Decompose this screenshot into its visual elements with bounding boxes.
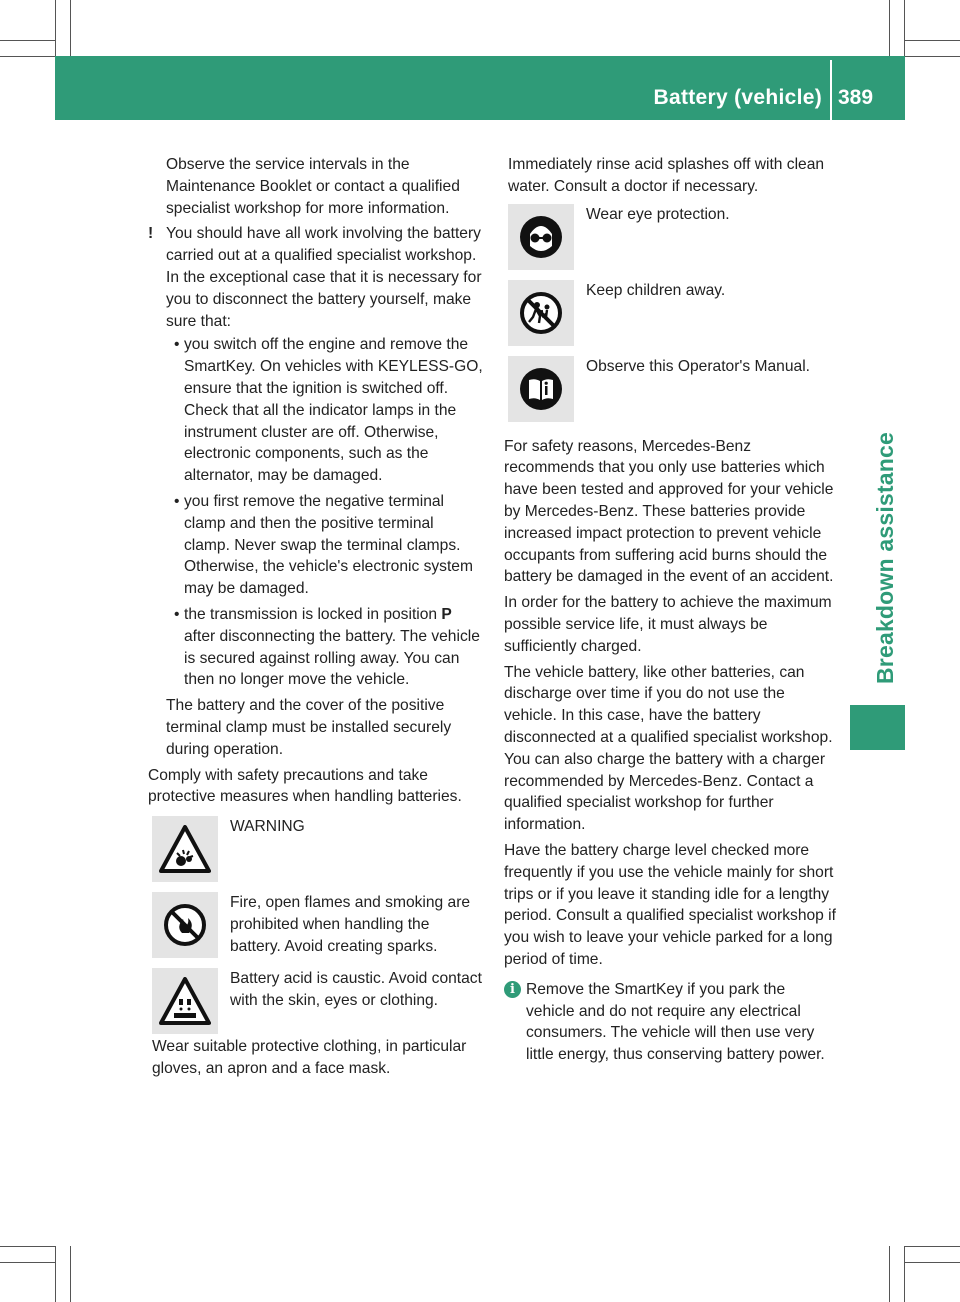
eye-protection-text: Wear eye protection. (586, 205, 730, 223)
notice-text: You should have all work involving the battery carried out at a qualified specialist workshop. In the exceptional case that it is necessary for you to disconnect the battery yourself, make sure that: (166, 225, 482, 330)
list-item (166, 604, 483, 691)
crop-mark (55, 1246, 56, 1302)
info-note (504, 979, 836, 1066)
approved-batteries-text: For safety reasons, Mercedes-Benz recommends that you only use batteries which have been tested and approved for your vehicle by Mercedes-Benz. These batteries provide increased impact protection to prevent vehicle occupants from suffering acid burns should the battery be damaged in the event of an accident. (504, 437, 834, 586)
info-icon: i (504, 981, 521, 998)
crop-mark (889, 0, 890, 56)
bullet-icon: • (174, 492, 180, 510)
chapter-tab (862, 124, 902, 684)
icon-row (152, 892, 483, 958)
comply-text: Comply with safety precautions and take protective measures when handling batteries. (148, 766, 462, 806)
notice-icon: ! (148, 225, 154, 243)
icon-row (508, 280, 836, 346)
gear-position-p: P (441, 605, 452, 623)
left-column (148, 154, 483, 1084)
icon-row (508, 356, 836, 422)
section-title: Battery (vehicle) (653, 86, 822, 109)
crop-mark (0, 56, 55, 57)
page-number: 389 (838, 86, 874, 109)
crop-mark (55, 0, 56, 56)
crop-mark (0, 1262, 55, 1263)
notice-paragraph (148, 223, 483, 332)
crop-mark (905, 40, 960, 41)
right-column (504, 154, 836, 1070)
crop-mark (889, 1246, 890, 1302)
notice-block (148, 223, 483, 760)
crop-mark (70, 0, 71, 56)
bullet-list (148, 334, 483, 691)
crop-mark (0, 40, 55, 41)
no-fire-text: Fire, open flames and smoking are prohibited when handling the battery. Avoid creating sparks. (230, 894, 471, 955)
operators-manual-icon (508, 356, 574, 422)
icon-row (152, 968, 483, 1034)
corrosive-warning-icon (152, 968, 218, 1034)
protective-clothing-text: Wear suitable protective clothing, in particular gloves, an apron and a face mask. (152, 1038, 467, 1077)
bullet-text: after disconnecting the battery. The vehicle is secured against rolling away. You can then no longer move the vehicle. (184, 627, 480, 689)
crop-mark (904, 1246, 905, 1302)
explosion-warning-icon (152, 816, 218, 882)
icon-row (508, 204, 836, 270)
operators-manual-text: Observe this Operator's Manual. (586, 357, 810, 375)
keep-children-away-icon (508, 280, 574, 346)
crop-mark (905, 1246, 960, 1247)
header-separator (830, 60, 832, 120)
discharge-text: The vehicle battery, like other batteries, can discharge over time if you do not use the vehicle. In this case, have the battery disconnected at a qualified specialist workshop. You can also charge the battery with a charger recommended by Mercedes-Benz. Contact a qualified specialist workshop for further information. (504, 663, 833, 834)
keep-children-away-text: Keep children away. (586, 281, 726, 299)
crop-mark (0, 1246, 55, 1247)
bullet-text: the transmission is locked in position (184, 605, 442, 623)
service-intervals-text: Observe the service intervals in the Maintenance Booklet or contact a qualified specialist workshop for more information. (166, 156, 460, 217)
chapter-tab-marker (850, 705, 905, 750)
bullet-icon: • (174, 336, 180, 354)
rinse-text: Immediately rinse acid splashes off with clean water. Consult a doctor if necessary. (508, 156, 825, 195)
service-life-text: In order for the battery to achieve the maximum possible service life, it must always be sufficiently charged. (504, 594, 832, 655)
crop-mark (905, 1262, 960, 1263)
list-item (166, 491, 483, 600)
warning-label: WARNING (230, 818, 305, 836)
charge-level-text: Have the battery charge level checked more frequently if you use the vehicle mainly for short trips or if you leave it standing idle for a lengthy period. Consult a qualified specialist workshop if you wish to leave your vehicle parked for a long period of time. (504, 841, 836, 968)
list-item (166, 334, 483, 487)
chapter-tab-label: Breakdown assistance (872, 431, 898, 684)
info-text: Remove the SmartKey if you park the vehicle and do not require any electrical consumers. The vehicle will then use very little energy, thus conserving battery power. (526, 980, 825, 1064)
caustic-text: Battery acid is caustic. Avoid contact with the skin, eyes or clothing. (230, 970, 482, 1009)
notice-closing-text: The battery and the cover of the positive terminal clamp must be installed securely during operation. (166, 697, 452, 758)
no-fire-icon (152, 892, 218, 958)
eye-protection-icon (508, 204, 574, 270)
crop-mark (905, 56, 960, 57)
icon-row (152, 816, 483, 882)
crop-mark (904, 0, 905, 56)
bullet-text: you switch off the engine and remove the SmartKey. On vehicles with KEYLESS-GO, ensure that the ignition is switched off. Check that all the indicator lamps in the instrument cluster are off. Otherwise, electronic components, such as the alternator, may be damaged. (184, 336, 483, 485)
crop-mark (70, 1246, 71, 1302)
bullet-icon: • (174, 605, 180, 623)
bullet-text: you first remove the negative terminal clamp and then the positive terminal clamp. Never swap the terminal clamps. Otherwise, the vehicle's electronic system may be damaged. (184, 492, 473, 598)
